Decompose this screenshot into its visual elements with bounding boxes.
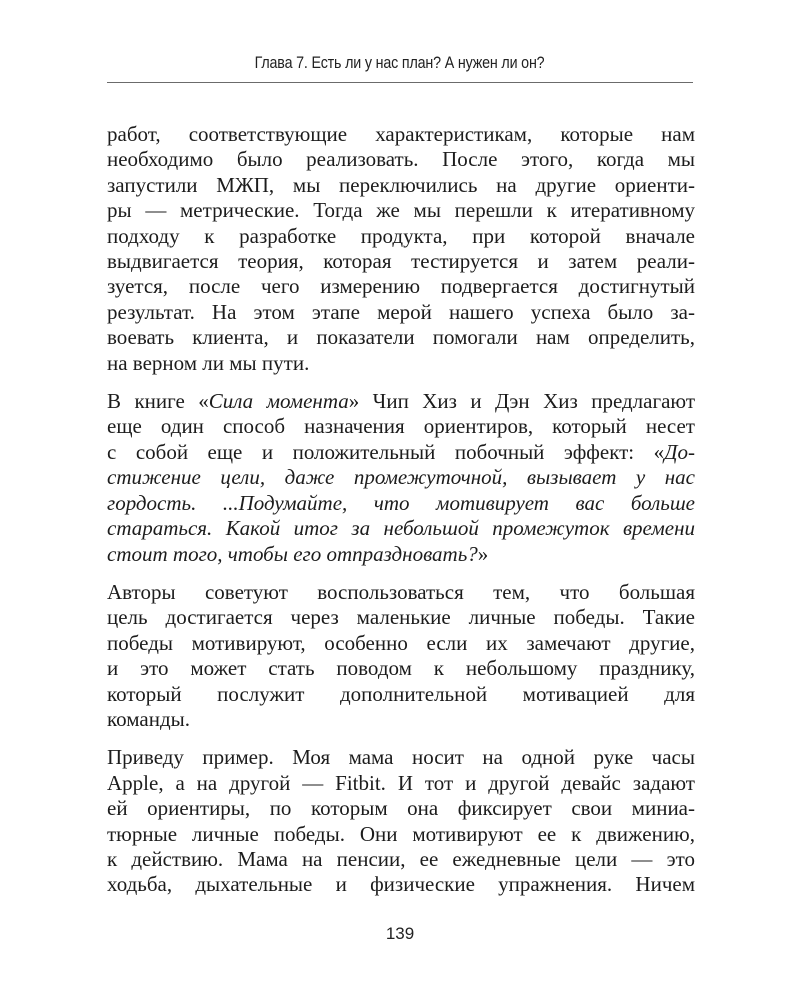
running-header (107, 44, 693, 83)
paragraph-1 (107, 122, 695, 376)
text-line (107, 542, 695, 567)
quote-line: стараться. Какой итог за небольшой промежуток времени (107, 516, 695, 541)
text-line: подходу к разработке продукта, при которой вначале (107, 223, 695, 248)
text-run: с собой еще и положительный побочный эффект: « (107, 439, 665, 464)
text-run: » Чип Хиз и Дэн Хиз предлагают (348, 389, 695, 414)
text-line: Приведу пример. Моя мама носит на одной руке часы (107, 745, 695, 770)
text-line: результат. На этом этапе мерой нашего успеха было за- (107, 299, 695, 324)
text-line: необходимо было реализовать. После этого, когда мы (107, 147, 695, 172)
text-line: выдвигается теория, которая тестируется и затем реали- (107, 249, 695, 274)
text-line: запустили МЖП, мы переключились на другие ориенти- (107, 172, 695, 197)
page-body (107, 122, 695, 911)
text-line: ходьба, дыхательные и физические упражнения. Ничем (107, 872, 695, 897)
quote-run: До- (664, 439, 695, 464)
paragraph-4 (107, 745, 695, 897)
text-line: ей ориентиры, по которым она фиксирует свои миниа- (107, 796, 695, 821)
paragraph-2 (107, 389, 695, 567)
text-line: зуется, после чего измерению подвергается достигнутый (107, 274, 695, 299)
paragraph-3 (107, 580, 695, 732)
text-line: ры — метрические. Тогда же мы перешли к итеративному (107, 198, 695, 223)
text-line: и это может стать поводом к небольшому празднику, (107, 656, 695, 681)
page-number: 139 (385, 924, 415, 943)
text-run: В книге « (107, 389, 209, 414)
text-line: Авторы советуют воспользоваться тем, что большая (107, 579, 695, 604)
text-line: воевать клиента, и показатели помогали нам определить, (107, 325, 695, 350)
text-line: тюрные личные победы. Они мотивируют ее к движению, (107, 821, 695, 846)
text-run: » (477, 541, 489, 566)
text-line (107, 440, 695, 465)
quote-line: гордость. ...Подумайте, что мотивирует вас больше (107, 490, 695, 515)
quote-line: стижение цели, даже промежуточной, вызывает у нас (107, 465, 695, 490)
text-line: команды. (107, 706, 190, 731)
text-line: на верном ли мы пути. (107, 350, 310, 375)
text-line (107, 389, 695, 414)
chapter-title: Глава 7. Есть ли у нас план? А нужен ли он? (255, 53, 545, 72)
book-title: Сила момента (208, 389, 349, 414)
text-line: Apple, а на другой — Fitbit. И тот и другой девайс задают (107, 770, 695, 795)
text-line: к действию. Мама на пенсии, ее ежедневные цели — это (107, 846, 695, 871)
quote-run: стоит того, чтобы его отпраздновать? (107, 541, 478, 566)
text-line: который послужит дополнительной мотивацией для (107, 681, 695, 706)
text-line: еще один способ назначения ориентиров, который несет (107, 414, 695, 439)
text-line: работ, соответствующие характеристикам, которые нам (107, 122, 695, 146)
text-line: победы мотивируют, особенно если их замечают другие, (107, 630, 695, 655)
text-line: цель достигается через маленькие личные победы. Такие (107, 605, 695, 630)
